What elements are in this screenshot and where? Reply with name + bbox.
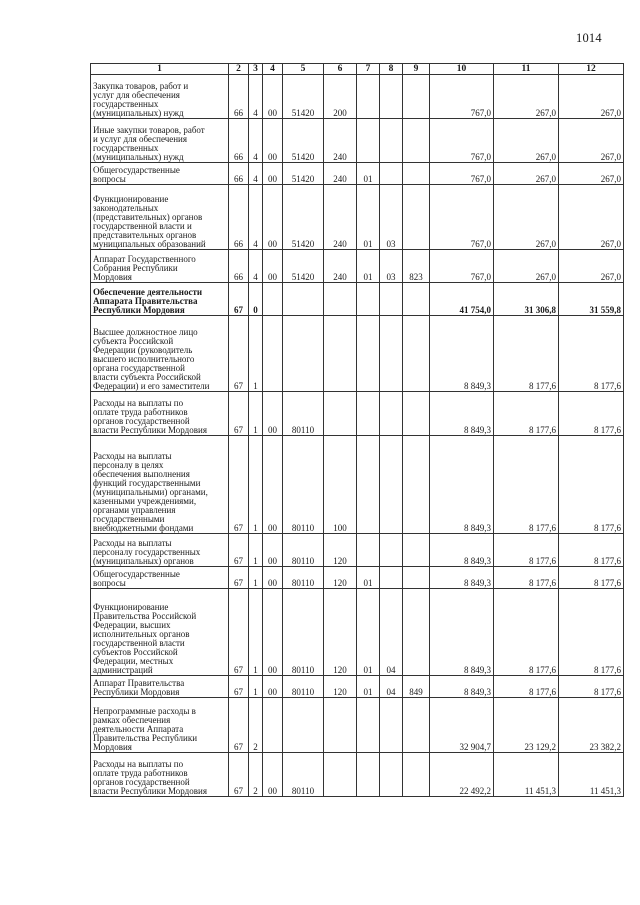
table-header-row <box>91 64 624 75</box>
section-code-2-cell <box>357 534 380 567</box>
amount-2017-cell: 267,0 <box>559 119 624 163</box>
row-name: Закупка товаров, работ и услуг для обеспечения государственных (муниципальных) нужд <box>91 75 229 119</box>
row-name: Функционирование законодательных (представительных) органов государственной власти и представительных органов муниципальных образований <box>91 185 229 250</box>
section-code-2-cell <box>357 119 380 163</box>
item-code-cell: 80110 <box>283 436 324 534</box>
section-code-cell: 67 <box>229 567 249 589</box>
row-name: Общегосударственные вопросы <box>91 163 229 185</box>
expense-type-code-cell: 120 <box>324 567 357 589</box>
section-code-2-cell <box>357 436 380 534</box>
amount-2015-cell: 8 849,3 <box>430 534 494 567</box>
section-code-cell: 66 <box>229 185 249 250</box>
expense-type-code-cell: 240 <box>324 185 357 250</box>
subsection-code-2-cell <box>380 283 403 316</box>
amount-2016-cell: 267,0 <box>494 185 559 250</box>
table-row <box>91 534 624 567</box>
item-code-cell: 51420 <box>283 163 324 185</box>
amount-2017-cell: 8 177,6 <box>559 316 624 392</box>
row-name: Непрограммные расходы в рамках обеспечения деятельности Аппарата Правительства Республики Мордовия <box>91 698 229 753</box>
expense-type-code-cell <box>324 392 357 436</box>
amount-2015-cell: 767,0 <box>430 75 494 119</box>
amount-2017-cell: 8 177,6 <box>559 676 624 698</box>
program-code-cell: 00 <box>263 534 283 567</box>
amount-2017-cell: 8 177,6 <box>559 534 624 567</box>
table-row <box>91 119 624 163</box>
amount-2016-cell: 23 129,2 <box>494 698 559 753</box>
ministry-code-cell <box>403 753 430 797</box>
item-code-cell <box>283 698 324 753</box>
amount-2015-cell: 8 849,3 <box>430 567 494 589</box>
expense-type-code-cell: 200 <box>324 75 357 119</box>
subsection-code-cell: 1 <box>249 676 263 698</box>
section-code-cell: 67 <box>229 436 249 534</box>
column-header: 1 <box>91 64 229 75</box>
amount-2015-cell: 8 849,3 <box>430 436 494 534</box>
ministry-code-cell <box>403 119 430 163</box>
item-code-cell: 80110 <box>283 567 324 589</box>
ministry-code-cell <box>403 75 430 119</box>
amount-2016-cell: 267,0 <box>494 119 559 163</box>
amount-2016-cell: 31 306,8 <box>494 283 559 316</box>
amount-2017-cell: 23 382,2 <box>559 698 624 753</box>
amount-2017-cell: 31 559,8 <box>559 283 624 316</box>
column-header: 10 <box>430 64 494 75</box>
amount-2016-cell: 267,0 <box>494 163 559 185</box>
subsection-code-cell: 4 <box>249 250 263 283</box>
amount-2016-cell: 8 177,6 <box>494 392 559 436</box>
table-row <box>91 316 624 392</box>
amount-2016-cell: 267,0 <box>494 250 559 283</box>
subsection-code-cell: 4 <box>249 119 263 163</box>
program-code-cell: 00 <box>263 676 283 698</box>
ministry-code-cell <box>403 436 430 534</box>
subsection-code-2-cell <box>380 753 403 797</box>
subsection-code-cell: 2 <box>249 698 263 753</box>
amount-2017-cell: 267,0 <box>559 75 624 119</box>
expense-type-code-cell <box>324 753 357 797</box>
table-row <box>91 698 624 753</box>
section-code-cell: 67 <box>229 283 249 316</box>
program-code-cell: 00 <box>263 250 283 283</box>
section-code-2-cell: 01 <box>357 567 380 589</box>
table-row <box>91 753 624 797</box>
expense-type-code-cell: 120 <box>324 534 357 567</box>
subsection-code-cell: 4 <box>249 163 263 185</box>
amount-2015-cell: 32 904,7 <box>430 698 494 753</box>
amount-2015-cell: 8 849,3 <box>430 676 494 698</box>
table-row <box>91 436 624 534</box>
amount-2017-cell: 267,0 <box>559 185 624 250</box>
subsection-code-2-cell: 04 <box>380 589 403 676</box>
section-code-cell: 67 <box>229 392 249 436</box>
column-header: 4 <box>263 64 283 75</box>
amount-2015-cell: 8 849,3 <box>430 316 494 392</box>
amount-2017-cell: 267,0 <box>559 250 624 283</box>
column-header: 7 <box>357 64 380 75</box>
subsection-code-2-cell: 04 <box>380 676 403 698</box>
amount-2017-cell: 8 177,6 <box>559 589 624 676</box>
program-code-cell: 00 <box>263 163 283 185</box>
section-code-cell: 66 <box>229 75 249 119</box>
row-name: Аппарат Государственного Собрания Республики Мордовия <box>91 250 229 283</box>
budget-table <box>90 63 624 797</box>
column-header: 5 <box>283 64 324 75</box>
row-name: Расходы на выплаты персоналу государственных (муниципальных) органов <box>91 534 229 567</box>
row-name: Функционирование Правительства Российской Федерации, высших исполнительных органов государственной власти субъектов Российской Федерации, местных администраций <box>91 589 229 676</box>
section-code-cell: 66 <box>229 119 249 163</box>
table-row <box>91 185 624 250</box>
ministry-code-cell <box>403 534 430 567</box>
expense-type-code-cell: 240 <box>324 250 357 283</box>
subsection-code-2-cell: 03 <box>380 250 403 283</box>
row-name: Расходы на выплаты по оплате труда работников органов государственной власти Республики Мордовия <box>91 753 229 797</box>
table-row <box>91 250 624 283</box>
program-code-cell: 00 <box>263 75 283 119</box>
amount-2017-cell: 11 451,3 <box>559 753 624 797</box>
subsection-code-cell: 1 <box>249 316 263 392</box>
section-code-2-cell <box>357 75 380 119</box>
program-code-cell: 00 <box>263 567 283 589</box>
amount-2016-cell: 8 177,6 <box>494 676 559 698</box>
section-code-2-cell <box>357 698 380 753</box>
item-code-cell: 51420 <box>283 185 324 250</box>
ministry-code-cell <box>403 567 430 589</box>
program-code-cell: 00 <box>263 185 283 250</box>
expense-type-code-cell: 100 <box>324 436 357 534</box>
ministry-code-cell: 823 <box>403 250 430 283</box>
section-code-2-cell <box>357 283 380 316</box>
column-header: 11 <box>494 64 559 75</box>
amount-2015-cell: 767,0 <box>430 250 494 283</box>
table-row <box>91 283 624 316</box>
ministry-code-cell <box>403 698 430 753</box>
ministry-code-cell <box>403 316 430 392</box>
amount-2015-cell: 767,0 <box>430 185 494 250</box>
section-code-cell: 67 <box>229 316 249 392</box>
item-code-cell: 51420 <box>283 119 324 163</box>
table-row <box>91 75 624 119</box>
subsection-code-2-cell <box>380 436 403 534</box>
row-name: Аппарат Правительства Республики Мордовия <box>91 676 229 698</box>
amount-2015-cell: 8 849,3 <box>430 589 494 676</box>
section-code-cell: 67 <box>229 534 249 567</box>
subsection-code-2-cell <box>380 698 403 753</box>
section-code-2-cell: 01 <box>357 250 380 283</box>
program-code-cell: 00 <box>263 436 283 534</box>
program-code-cell <box>263 698 283 753</box>
item-code-cell: 80110 <box>283 534 324 567</box>
amount-2017-cell: 8 177,6 <box>559 436 624 534</box>
subsection-code-2-cell <box>380 392 403 436</box>
table-row <box>91 567 624 589</box>
expense-type-code-cell <box>324 698 357 753</box>
ministry-code-cell: 849 <box>403 676 430 698</box>
column-header: 2 <box>229 64 249 75</box>
item-code-cell <box>283 283 324 316</box>
expense-type-code-cell: 240 <box>324 163 357 185</box>
item-code-cell <box>283 316 324 392</box>
expense-type-code-cell: 120 <box>324 589 357 676</box>
program-code-cell <box>263 283 283 316</box>
row-name: Расходы на выплаты по оплате труда работников органов государственной власти Республики Мордовия <box>91 392 229 436</box>
expense-type-code-cell <box>324 283 357 316</box>
item-code-cell: 80110 <box>283 392 324 436</box>
subsection-code-2-cell <box>380 316 403 392</box>
subsection-code-2-cell <box>380 119 403 163</box>
subsection-code-cell: 1 <box>249 589 263 676</box>
program-code-cell: 00 <box>263 392 283 436</box>
item-code-cell: 80110 <box>283 676 324 698</box>
section-code-cell: 67 <box>229 698 249 753</box>
row-name: Расходы на выплаты персоналу в целях обеспечения выполнения функций государственными (муниципальными) органами, казенными учреждениями, органами управления государственными внебюджетными фондами <box>91 436 229 534</box>
amount-2015-cell: 767,0 <box>430 119 494 163</box>
amount-2015-cell: 767,0 <box>430 163 494 185</box>
item-code-cell: 80110 <box>283 753 324 797</box>
column-header: 3 <box>249 64 263 75</box>
ministry-code-cell <box>403 163 430 185</box>
program-code-cell: 00 <box>263 119 283 163</box>
subsection-code-cell: 2 <box>249 753 263 797</box>
subsection-code-2-cell <box>380 567 403 589</box>
amount-2015-cell: 41 754,0 <box>430 283 494 316</box>
subsection-code-2-cell: 03 <box>380 185 403 250</box>
section-code-cell: 67 <box>229 753 249 797</box>
subsection-code-cell: 1 <box>249 534 263 567</box>
section-code-cell: 67 <box>229 589 249 676</box>
amount-2016-cell: 11 451,3 <box>494 753 559 797</box>
column-header: 8 <box>380 64 403 75</box>
subsection-code-cell: 0 <box>249 283 263 316</box>
section-code-2-cell <box>357 753 380 797</box>
section-code-2-cell <box>357 316 380 392</box>
subsection-code-cell: 1 <box>249 436 263 534</box>
row-name: Высшее должностное лицо субъекта Российской Федерации (руководитель высшего исполнительного органа государственной власти субъекта Российской Федерации) и его заместители <box>91 316 229 392</box>
column-header: 6 <box>324 64 357 75</box>
page-number: 1014 <box>576 31 602 45</box>
amount-2016-cell: 8 177,6 <box>494 589 559 676</box>
row-name: Обеспечение деятельности Аппарата Правительства Республики Мордовия <box>91 283 229 316</box>
section-code-2-cell: 01 <box>357 185 380 250</box>
program-code-cell <box>263 316 283 392</box>
column-header: 9 <box>403 64 430 75</box>
subsection-code-2-cell <box>380 75 403 119</box>
ministry-code-cell <box>403 392 430 436</box>
subsection-code-2-cell <box>380 163 403 185</box>
program-code-cell: 00 <box>263 753 283 797</box>
ministry-code-cell <box>403 283 430 316</box>
ministry-code-cell <box>403 185 430 250</box>
amount-2017-cell: 8 177,6 <box>559 392 624 436</box>
row-name: Иные закупки товаров, работ и услуг для обеспечения государственных (муниципальных) нужд <box>91 119 229 163</box>
subsection-code-cell: 4 <box>249 185 263 250</box>
expense-type-code-cell: 240 <box>324 119 357 163</box>
section-code-2-cell: 01 <box>357 676 380 698</box>
table-row <box>91 163 624 185</box>
amount-2015-cell: 8 849,3 <box>430 392 494 436</box>
program-code-cell: 00 <box>263 589 283 676</box>
section-code-cell: 67 <box>229 676 249 698</box>
item-code-cell: 51420 <box>283 75 324 119</box>
column-header: 12 <box>559 64 624 75</box>
section-code-2-cell: 01 <box>357 163 380 185</box>
amount-2016-cell: 8 177,6 <box>494 534 559 567</box>
expense-type-code-cell <box>324 316 357 392</box>
amount-2016-cell: 8 177,6 <box>494 316 559 392</box>
subsection-code-cell: 4 <box>249 75 263 119</box>
table-row <box>91 676 624 698</box>
subsection-code-cell: 1 <box>249 567 263 589</box>
section-code-2-cell: 01 <box>357 589 380 676</box>
subsection-code-2-cell <box>380 534 403 567</box>
expense-type-code-cell: 120 <box>324 676 357 698</box>
amount-2015-cell: 22 492,2 <box>430 753 494 797</box>
amount-2017-cell: 267,0 <box>559 163 624 185</box>
section-code-cell: 66 <box>229 163 249 185</box>
table-row <box>91 589 624 676</box>
amount-2016-cell: 267,0 <box>494 75 559 119</box>
item-code-cell: 80110 <box>283 589 324 676</box>
section-code-2-cell <box>357 392 380 436</box>
item-code-cell: 51420 <box>283 250 324 283</box>
amount-2016-cell: 8 177,6 <box>494 567 559 589</box>
section-code-cell: 66 <box>229 250 249 283</box>
table-body <box>91 75 624 797</box>
row-name: Общегосударственные вопросы <box>91 567 229 589</box>
table-row <box>91 392 624 436</box>
ministry-code-cell <box>403 589 430 676</box>
amount-2017-cell: 8 177,6 <box>559 567 624 589</box>
amount-2016-cell: 8 177,6 <box>494 436 559 534</box>
subsection-code-cell: 1 <box>249 392 263 436</box>
